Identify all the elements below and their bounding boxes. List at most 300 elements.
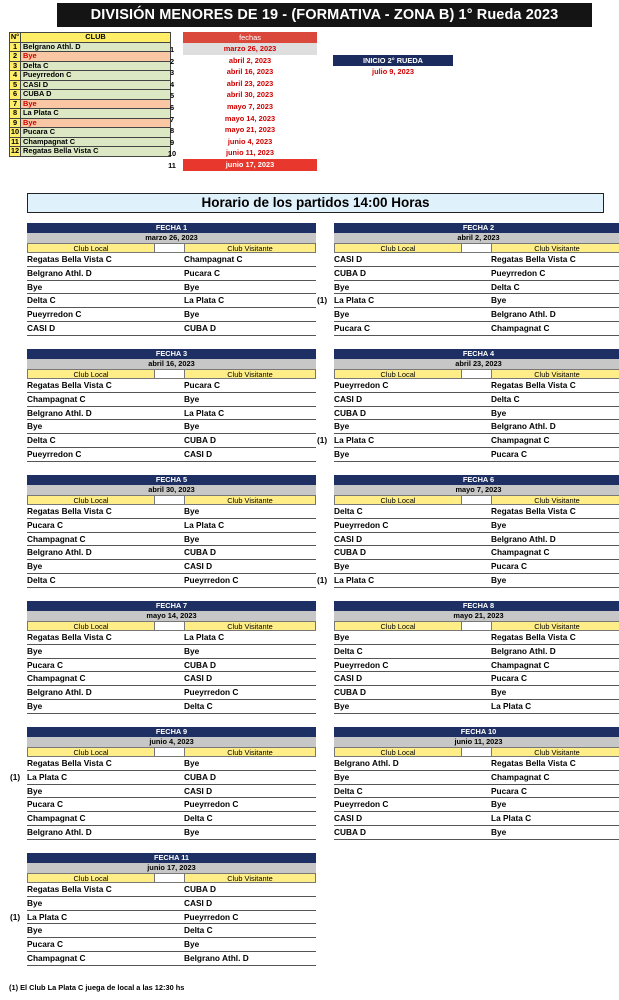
away-team: Bye [184,939,200,950]
away-team: CASI D [184,897,213,908]
match-row [27,448,316,462]
round-column-headers [27,747,316,757]
round-column-headers [334,747,619,757]
away-team: CASI D [184,561,213,572]
club-name: CASI D [21,80,171,90]
home-team: Belgrano Athl. D [334,758,399,768]
match-row [334,448,619,462]
club-row [10,109,171,119]
away-team: La Plata C [184,407,225,418]
away-team: Bye [491,799,507,810]
match-row [27,659,316,673]
home-team: Delta C [27,574,56,585]
match-row [334,631,619,645]
fecha-date: abril 23, 2023 [226,78,274,88]
home-team: Pueyrredon C [334,659,389,670]
club-number: 4 [10,71,21,81]
round-column-headers [27,495,316,505]
match-row [334,645,619,659]
col-visitante-header: Club Visitante [184,243,316,253]
round-title: FECHA 4 [334,349,619,359]
away-team: Pucara C [184,380,220,390]
away-team: Champagnat C [184,254,243,264]
home-team: Pueyrredon C [334,519,389,530]
match-row [317,434,619,448]
away-team: La Plata C [491,813,532,824]
page-title: DIVISIÓN MENORES DE 19 - (FORMATIVA - ZONA B) 1° Rueda 2023 [57,3,592,27]
col-gap [155,747,184,757]
away-team: Pueyrredon C [491,267,546,278]
match-row [334,379,619,393]
away-team: Regatas Bella Vista C [491,380,576,390]
club-name: Bye [21,99,171,109]
col-local-header: Club Local [334,243,462,253]
col-visitante-header: Club Visitante [184,747,316,757]
round-column-headers [27,873,316,883]
round-date: abril 30, 2023 [27,485,316,495]
home-team: Bye [27,897,43,908]
away-team: Bye [491,407,507,418]
fechas-header: fechas [183,32,317,43]
match-row [317,574,619,588]
round-date: junio 11, 2023 [334,737,619,747]
col-gap [155,873,184,883]
match-row [27,560,316,574]
match-row [27,267,316,281]
home-team: Bye [334,561,350,572]
col-gap [462,747,491,757]
fecha-number: 10 [167,149,177,159]
home-team: La Plata C [27,771,68,782]
round-date: mayo 14, 2023 [27,611,316,621]
home-team: Pueyrredon C [27,448,82,459]
fecha-number: 11 [168,160,176,170]
round-date: junio 4, 2023 [27,737,316,747]
home-team: Belgrano Athl. D [27,826,92,837]
away-team: Bye [184,281,200,292]
round-title: FECHA 7 [27,601,316,611]
away-team: Bye [184,506,200,516]
round-block [27,349,316,462]
away-team: Pucara C [491,448,527,459]
fecha-date: mayo 7, 2023 [226,101,274,111]
away-team: Belgrano Athl. D [491,421,556,432]
match-note: (1) [10,911,21,922]
round-date: mayo 21, 2023 [334,611,619,621]
col-gap [462,369,491,379]
match-row [334,407,619,421]
round-block [317,349,619,462]
match-row [334,686,619,700]
match-row [27,253,316,267]
col-gap [155,495,184,505]
home-team: Bye [27,785,43,796]
home-team: Belgrano Athl. D [27,267,92,278]
match-row [334,700,619,714]
round-column-headers [27,243,316,253]
away-team: Champagnat C [491,547,550,558]
match-note: (1) [317,574,328,585]
match-row [334,771,619,785]
round-block [334,727,619,840]
fecha-number: 7 [169,114,175,124]
footnote: (1) El Club La Plata C juega de local a las 12:30 hs [9,983,185,992]
away-team: Regatas Bella Vista C [491,758,576,768]
match-row [334,281,619,295]
match-row [27,700,316,714]
round-date: junio 17, 2023 [27,863,316,873]
match-row [10,771,316,785]
round-title: FECHA 11 [27,853,316,863]
away-team: CUBA D [184,771,216,782]
col-local-header: Club Local [334,495,462,505]
club-number: 11 [11,136,19,146]
club-name: Champagnat C [21,137,171,147]
match-row [27,883,316,897]
club-row [10,90,171,100]
fecha-date: abril 2, 2023 [228,55,272,65]
match-row [334,785,619,799]
away-team: CUBA D [184,659,216,670]
col-local-header: Club Local [27,873,155,883]
home-team: Regatas Bella Vista C [27,758,112,768]
match-row [334,533,619,547]
col-visitante-header: Club Visitante [184,369,316,379]
round-title: FECHA 9 [27,727,316,737]
home-team: Regatas Bella Vista C [27,884,112,894]
away-team: Pucara C [184,267,220,278]
home-team: Regatas Bella Vista C [27,632,112,642]
round-block [10,853,316,966]
home-team: Pucara C [334,322,370,333]
round-title: FECHA 8 [334,601,619,611]
fecha-date: junio 17, 2023 [183,159,317,171]
club-row [10,128,171,138]
col-visitante-header: Club Visitante [491,243,619,253]
match-row [27,785,316,799]
club-name: Bye [21,52,171,62]
home-team: Bye [27,561,43,572]
fecha-date: abril 16, 2023 [226,67,274,77]
match-row [317,294,619,308]
away-team: Belgrano Athl. D [491,645,556,656]
away-team: Bye [491,574,507,585]
home-team: Regatas Bella Vista C [27,254,112,264]
match-row [334,560,619,574]
match-row [27,281,316,295]
match-row [27,533,316,547]
match-row [27,294,316,308]
match-row [27,686,316,700]
round-column-headers [334,243,619,253]
round-block [317,223,619,336]
match-note: (1) [317,435,328,446]
home-team: Belgrano Athl. D [27,407,92,418]
round-block [317,475,619,588]
club-number: 1 [10,42,21,52]
col-local-header: Club Local [334,747,462,757]
col-gap [155,621,184,631]
club-header-name: CLUB [21,33,171,43]
match-row [334,322,619,336]
club-number: 7 [10,99,21,109]
club-name: Belgrano Athl. D [21,42,171,52]
round-column-headers [334,495,619,505]
home-team: CUBA D [334,407,366,418]
home-team: Champagnat C [27,673,86,684]
home-team: Bye [334,309,350,320]
match-row [27,574,316,588]
match-row [27,505,316,519]
col-visitante-header: Club Visitante [184,495,316,505]
horario-banner: Horario de los partidos 14:00 Horas [27,193,604,213]
club-name: Bye [21,118,171,128]
home-team: CASI D [334,813,363,824]
home-team: Delta C [334,506,363,516]
col-local-header: Club Local [27,621,155,631]
match-row [27,826,316,840]
club-number: 3 [10,61,21,71]
match-row [334,757,619,771]
away-team: La Plata C [184,519,225,530]
round-title: FECHA 10 [334,727,619,737]
club-row [10,71,171,81]
club-number: 9 [10,118,21,128]
match-row [27,420,316,434]
home-team: Bye [334,632,350,642]
fecha-numbers [163,44,181,172]
club-name: La Plata C [21,109,171,119]
fecha-number: 3 [169,68,175,78]
match-row [27,393,316,407]
home-team: Delta C [334,785,363,796]
away-team: La Plata C [184,632,225,642]
col-gap [462,621,491,631]
home-team: CASI D [334,254,363,264]
home-team: Bye [27,421,43,432]
away-team: Bye [491,519,507,530]
away-team: CUBA D [184,435,216,446]
fecha-date: marzo 26, 2023 [183,43,317,55]
round-block [27,223,316,336]
home-team: Bye [27,700,43,711]
club-name: Delta C [21,61,171,71]
away-team: Champagnat C [491,322,550,333]
away-team: Pueyrredon C [184,574,239,585]
club-number: 10 [10,127,20,136]
away-team: Delta C [491,281,520,292]
match-row [27,645,316,659]
away-team: Bye [184,309,200,320]
round-title: FECHA 5 [27,475,316,485]
club-name: Regatas Bella Vista C [21,147,171,157]
club-number: 6 [10,90,21,100]
home-team: Bye [334,771,350,782]
club-number: 5 [10,80,21,90]
match-row [334,253,619,267]
away-team: Delta C [184,925,213,936]
match-row [27,757,316,771]
match-row [27,672,316,686]
match-row [27,379,316,393]
away-team: Delta C [184,813,213,824]
home-team: CASI D [334,673,363,684]
col-local-header: Club Local [27,495,155,505]
match-row [27,631,316,645]
away-team: Pueyrredon C [184,799,239,810]
match-row [334,659,619,673]
home-team: CUBA D [334,267,366,278]
fecha-number: 2 [169,56,175,66]
away-team: Pucara C [491,673,527,684]
match-row [27,546,316,560]
match-row [334,505,619,519]
col-visitante-header: Club Visitante [184,873,316,883]
segunda-rueda-label: INICIO 2° RUEDA [333,55,453,66]
match-row [334,672,619,686]
match-row [27,407,316,421]
round-column-headers [27,369,316,379]
match-row [27,924,316,938]
home-team: Bye [334,448,350,459]
fecha-number: 1 [169,45,175,54]
home-team: Bye [334,700,350,711]
round-column-headers [334,369,619,379]
round-date: abril 2, 2023 [334,233,619,243]
away-team: Bye [184,826,200,837]
match-row [27,308,316,322]
fecha-dates [183,32,317,171]
match-note: (1) [317,295,328,306]
round-date: abril 16, 2023 [27,359,316,369]
round-block [27,601,316,714]
match-note: (1) [10,771,21,782]
match-row [334,812,619,826]
club-name: CUBA D [21,90,171,100]
home-team: CASI D [27,322,56,333]
home-team: Pueyrredon C [334,799,389,810]
away-team: CASI D [184,673,213,684]
home-team: Regatas Bella Vista C [27,506,112,516]
home-team: Bye [27,925,43,936]
away-team: Bye [184,421,200,432]
match-row [334,519,619,533]
away-team: CASI D [184,785,213,796]
away-team: Delta C [184,700,213,711]
home-team: Champagnat C [27,952,86,963]
away-team: Champagnat C [491,659,550,670]
home-team: Regatas Bella Vista C [27,380,112,390]
home-team: La Plata C [334,574,375,585]
col-gap [155,243,184,253]
away-team: Belgrano Athl. D [491,309,556,320]
away-team: Bye [491,295,507,306]
club-table [9,32,171,157]
club-number: 2 [10,52,21,62]
home-team: Belgrano Athl. D [27,687,92,698]
away-team: Bye [184,393,200,404]
col-visitante-header: Club Visitante [491,747,619,757]
col-gap [462,243,491,253]
match-row [27,322,316,336]
match-row [27,434,316,448]
match-row [334,308,619,322]
match-row [334,420,619,434]
club-row [10,52,171,62]
fecha-date: junio 4, 2023 [227,136,273,146]
away-team: Bye [491,687,507,698]
round-title: FECHA 2 [334,223,619,233]
fecha-date: junio 11, 2023 [225,148,275,158]
fecha-number: 4 [169,79,175,89]
away-team: Champagnat C [491,435,550,446]
round-block [10,727,316,840]
col-visitante-header: Club Visitante [491,369,619,379]
fecha-number: 8 [169,126,175,136]
round-column-headers [27,621,316,631]
club-name: Pueyrredon C [21,71,171,81]
round-block [334,601,619,714]
match-row [27,897,316,911]
round-block [27,475,316,588]
match-row [27,812,316,826]
away-team: Bye [491,826,507,837]
match-row [27,952,316,966]
away-team: Belgrano Athl. D [491,533,556,544]
away-team: Delta C [491,393,520,404]
club-number: 12 [10,146,20,155]
round-title: FECHA 6 [334,475,619,485]
away-team: Pucara C [491,561,527,572]
fecha-date: mayo 21, 2023 [224,125,276,135]
col-visitante-header: Club Visitante [491,495,619,505]
home-team: Bye [334,421,350,432]
away-team: Pueyrredon C [184,911,239,922]
home-team: Pueyrredon C [334,380,389,390]
match-row [27,798,316,812]
home-team: Delta C [27,435,56,446]
away-team: Regatas Bella Vista C [491,506,576,516]
col-visitante-header: Club Visitante [491,621,619,631]
home-team: Belgrano Athl. D [27,547,92,558]
club-name: Pucara C [21,128,171,138]
match-row [334,798,619,812]
home-team: Pucara C [27,519,63,530]
fecha-date: abril 30, 2023 [226,90,274,100]
home-team: La Plata C [334,435,375,446]
home-team: La Plata C [334,295,375,306]
home-team: Bye [27,645,43,656]
match-row [10,911,316,925]
home-team: Pueyrredon C [27,309,82,320]
club-table-header [10,33,171,43]
match-row [27,938,316,952]
club-row [10,147,171,157]
home-team: Champagnat C [27,533,86,544]
away-team: Bye [184,645,200,656]
round-date: marzo 26, 2023 [27,233,316,243]
col-gap [155,369,184,379]
col-gap [462,495,491,505]
match-row [334,393,619,407]
round-date: abril 23, 2023 [334,359,619,369]
round-title: FECHA 1 [27,223,316,233]
home-team: Bye [27,281,43,292]
home-team: Delta C [27,295,56,306]
club-header-no: N° [10,32,20,41]
col-local-header: Club Local [27,243,155,253]
away-team: Belgrano Athl. D [184,952,249,963]
